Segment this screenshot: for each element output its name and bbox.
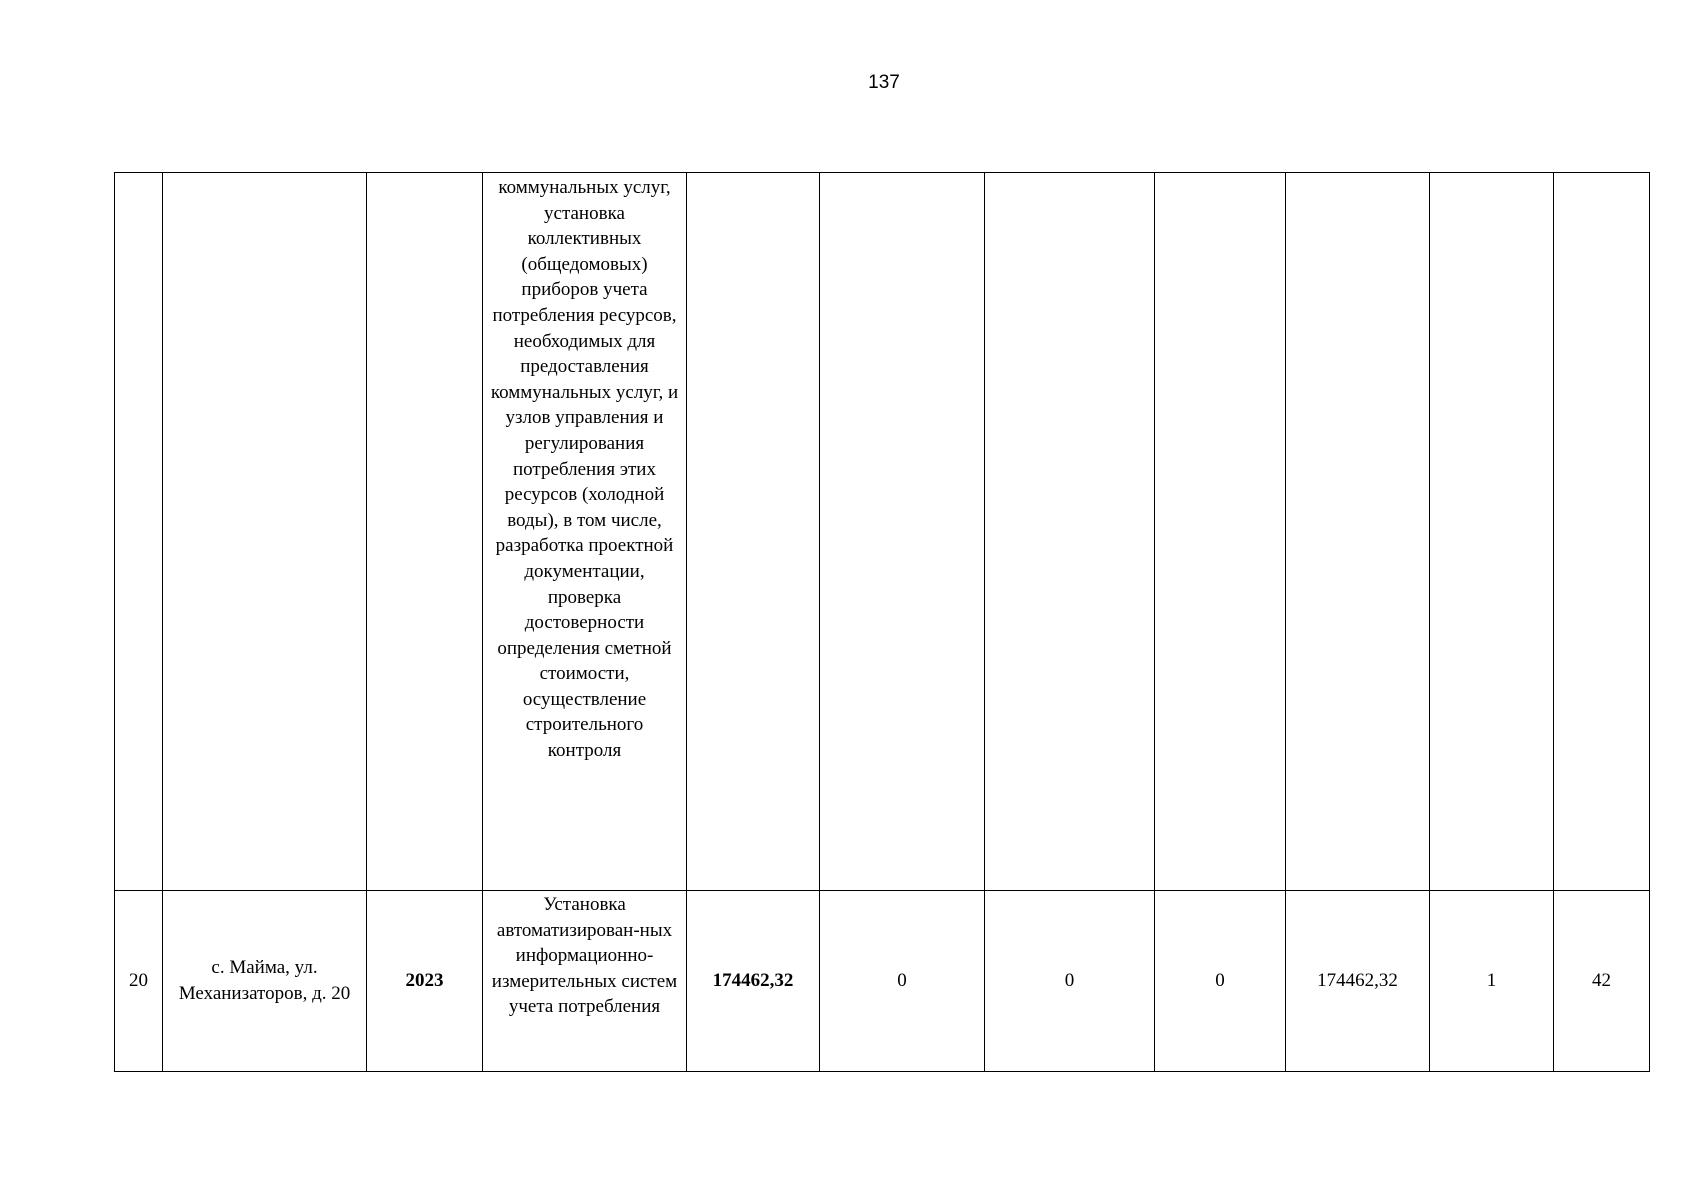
cell-year	[367, 891, 483, 1072]
cell-col7: 0	[985, 891, 1155, 1072]
table-row	[115, 891, 1650, 1072]
cell-col11	[1554, 173, 1650, 891]
cell-year	[367, 173, 483, 891]
cell-address: с. Майма, ул. Механизаторов, д. 20	[163, 891, 367, 1072]
cell-address	[163, 173, 367, 891]
cell-work-description: коммунальных услуг, установка коллективных (общедомовых) приборов учета потребления ресурсов, необходимых для предоставления коммунальных услуг, и узлов управления и регулирования потребления этих ресурсов (холодной воды), в том числе, разработка проектной документации, проверка достоверности определения сметной стоимости, осуществление строительного контроля	[483, 173, 687, 891]
cell-col10: 1	[1430, 891, 1554, 1072]
table-row-continuation	[115, 173, 1650, 891]
cell-col9	[1286, 173, 1430, 891]
cell-number	[115, 173, 163, 891]
cell-col6	[820, 173, 985, 891]
cell-col8: 0	[1155, 891, 1286, 1072]
cell-total	[687, 173, 820, 891]
year-value: 2023	[405, 970, 444, 992]
cell-col9: 174462,32	[1286, 891, 1430, 1072]
program-table	[114, 172, 1650, 1072]
cell-col11: 42	[1554, 891, 1650, 1072]
page-number: 137	[868, 72, 900, 93]
total-value: 174462,32	[712, 970, 794, 992]
cell-work-description: Установка автоматизирован-ных информационно-измерительных систем учета потребления	[483, 891, 687, 1072]
cell-col10	[1430, 173, 1554, 891]
cell-col8	[1155, 173, 1286, 891]
cell-number: 20	[115, 891, 163, 1072]
cell-total	[687, 891, 820, 1072]
cell-col6: 0	[820, 891, 985, 1072]
cell-col7	[985, 173, 1155, 891]
